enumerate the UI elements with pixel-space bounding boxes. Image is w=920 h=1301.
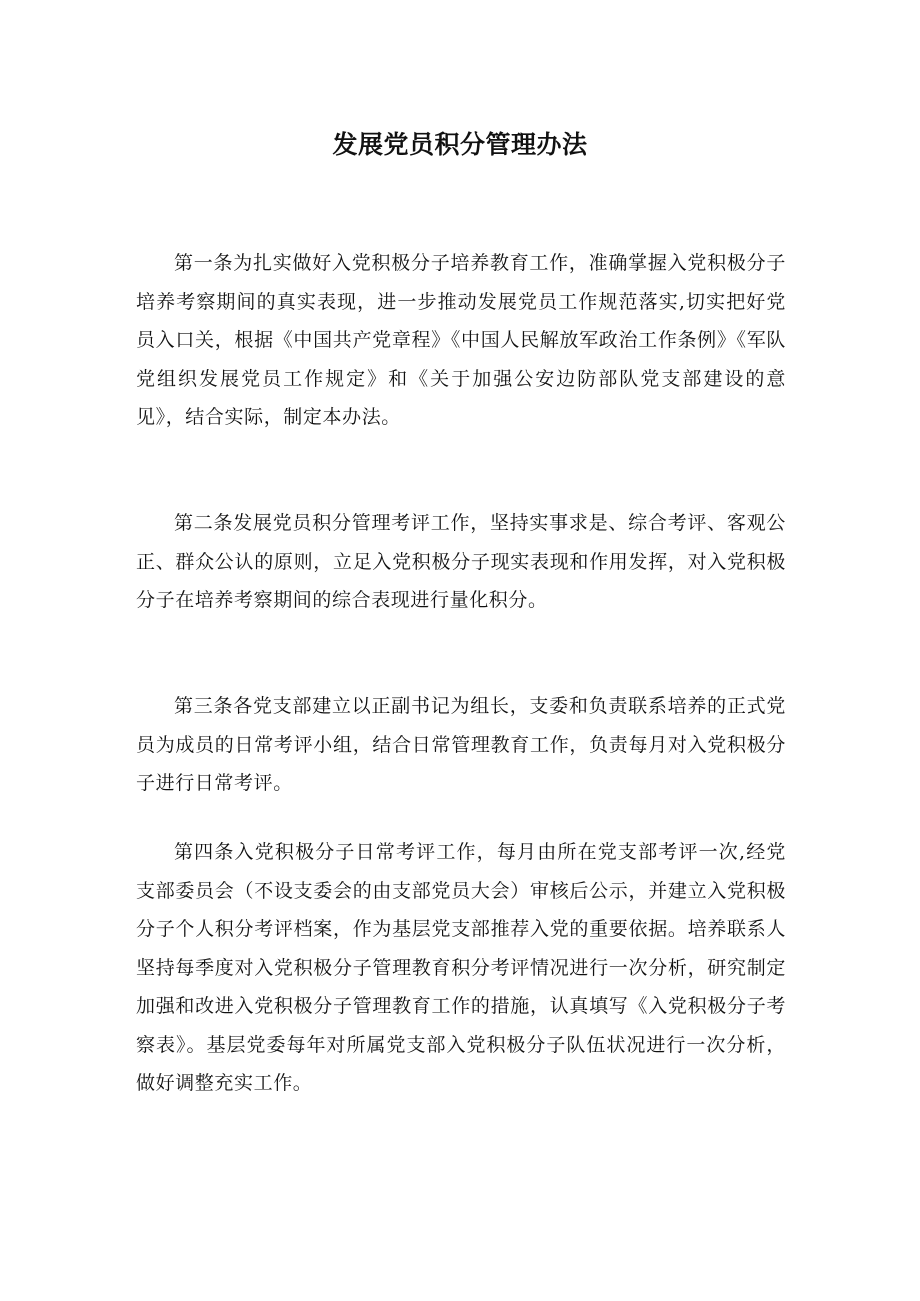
article-2: 第二条发展党员积分管理考评工作，坚持实事求是、综合考评、客观公正、群众公认的原则，立足入党积极分子现实表现和作用发挥，对入党积极分子在培养考察期间的综合表现进行量化积分。 [136,512,786,611]
article-3: 第三条各党支部建立以正副书记为组长，支委和负责联系培养的正式党员为成员的日常考评小组，结合日常管理教育工作，负责每月对入党积极分子进行日常考评。 [136,695,786,794]
article-4: 第四条入党积极分子日常考评工作，每月由所在党支部考评一次,经党支部委员会（不设支委会的由支部党员大会）审核后公示，并建立入党积极分子个人积分考评档案，作为基层党支部推荐入党的重要依据。培养联系人坚持每季度对入党积极分子管理教育积分考评情况进行一次分析，研究制定加强和改进入党积极分子管理教育工作的措施，认真填写《入党积极分子考察表》。基层党委每年对所属党支部入党积极分子队伍状况进行一次分析，做好调整充实工作。 [136,841,786,1094]
document-title: 发展党员积分管理办法 [332,129,588,159]
article-1: 第一条为扎实做好入党积极分子培养教育工作，准确掌握入党积极分子培养考察期间的真实表现，进一步推动发展党员工作规范落实,切实把好党员入口关，根据《中国共产党章程》《中国人民解放军政治工作条例》《军队党组织发展党员工作规定》和《关于加强公安边防部队党支部建设的意见》，结合实际，制定本办法。 [136,252,786,428]
